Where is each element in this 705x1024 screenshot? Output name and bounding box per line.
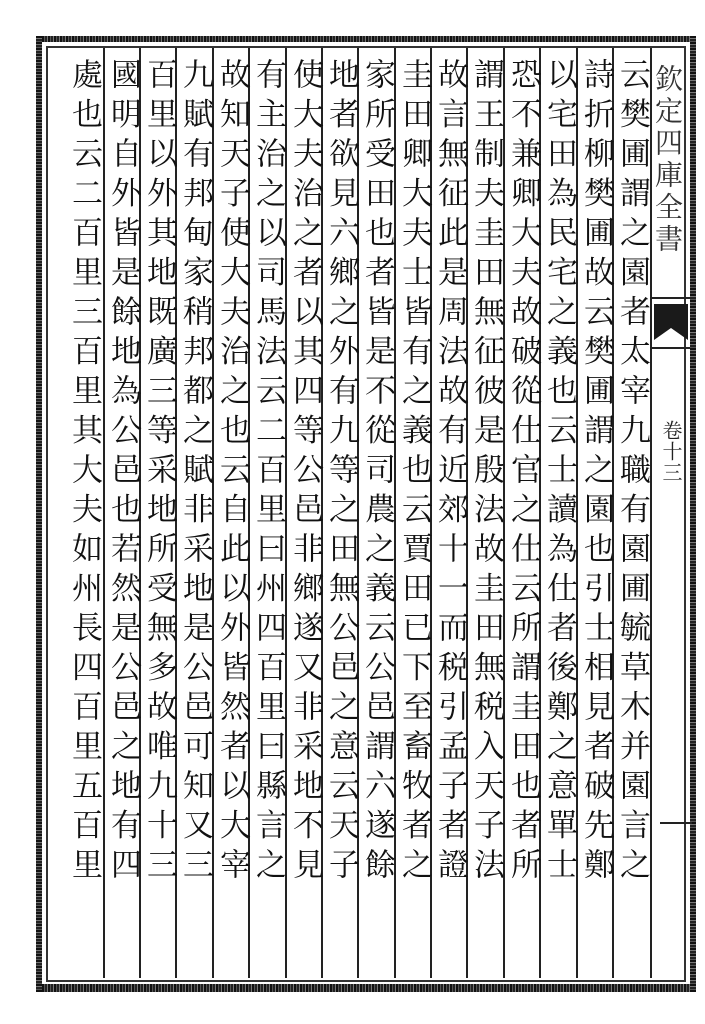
text-column-1: 云樊圃謂之園者太宰九職有園圃毓草木并園言之 xyxy=(614,58,650,888)
text-column-14: 百里以外其地既廣三等采地所受無多故唯九十三 xyxy=(141,58,177,888)
juan-number: 卷十三 xyxy=(659,420,683,483)
text-column-15: 國明自外皆是餘地為公邑也若然是公邑之地有四 xyxy=(105,58,141,888)
text-column-13: 九賦有邦甸家稍邦都之賦非采地是公邑可知又三 xyxy=(177,58,213,888)
border-bottom xyxy=(36,984,696,992)
text-column-8: 家所受田也者皆是不從司農之義云公邑謂六遂餘 xyxy=(359,58,395,888)
text-column-16: 處也云二百里三百里其大夫如州長四百里五百里 xyxy=(66,58,102,888)
text-column-2: 詩折柳樊圃故云樊圃謂之園也引士相見者破先鄭 xyxy=(578,58,614,888)
border-left xyxy=(36,36,42,992)
text-column-9: 地者欲見六鄉之外有九等之田無公邑之意云天子 xyxy=(323,58,359,888)
text-column-12: 故知天子使大夫治之也云自此以外皆然者以大宰 xyxy=(214,58,250,888)
text-column-11: 有主治之以司馬法云二百里曰州四百里曰縣言之 xyxy=(250,58,286,888)
border-top xyxy=(36,36,696,42)
fishtail-mark xyxy=(652,290,690,360)
text-column-3: 以宅田為民宅之義也云士讀為仕者後鄭之意單士 xyxy=(541,58,577,888)
text-column-10: 使大夫治之者以其四等公邑非鄉遂又非采地不見 xyxy=(287,58,323,888)
text-column-5: 謂王制夫圭田無征彼是殷法故圭田無税入天子法 xyxy=(468,58,504,888)
border-right xyxy=(690,36,696,992)
margin-divider xyxy=(660,822,692,824)
book-title: 欽定四庫全書 xyxy=(651,64,684,256)
text-column-7: 圭田卿大夫士皆有之義也云賈田已下至畜牧者之 xyxy=(396,58,432,888)
text-column-4: 恐不兼卿大夫故破從仕官之仕云所謂圭田也者所 xyxy=(505,58,541,888)
text-column-6: 故言無征此是周法故有近郊十一而税引孟子者證 xyxy=(432,58,468,888)
